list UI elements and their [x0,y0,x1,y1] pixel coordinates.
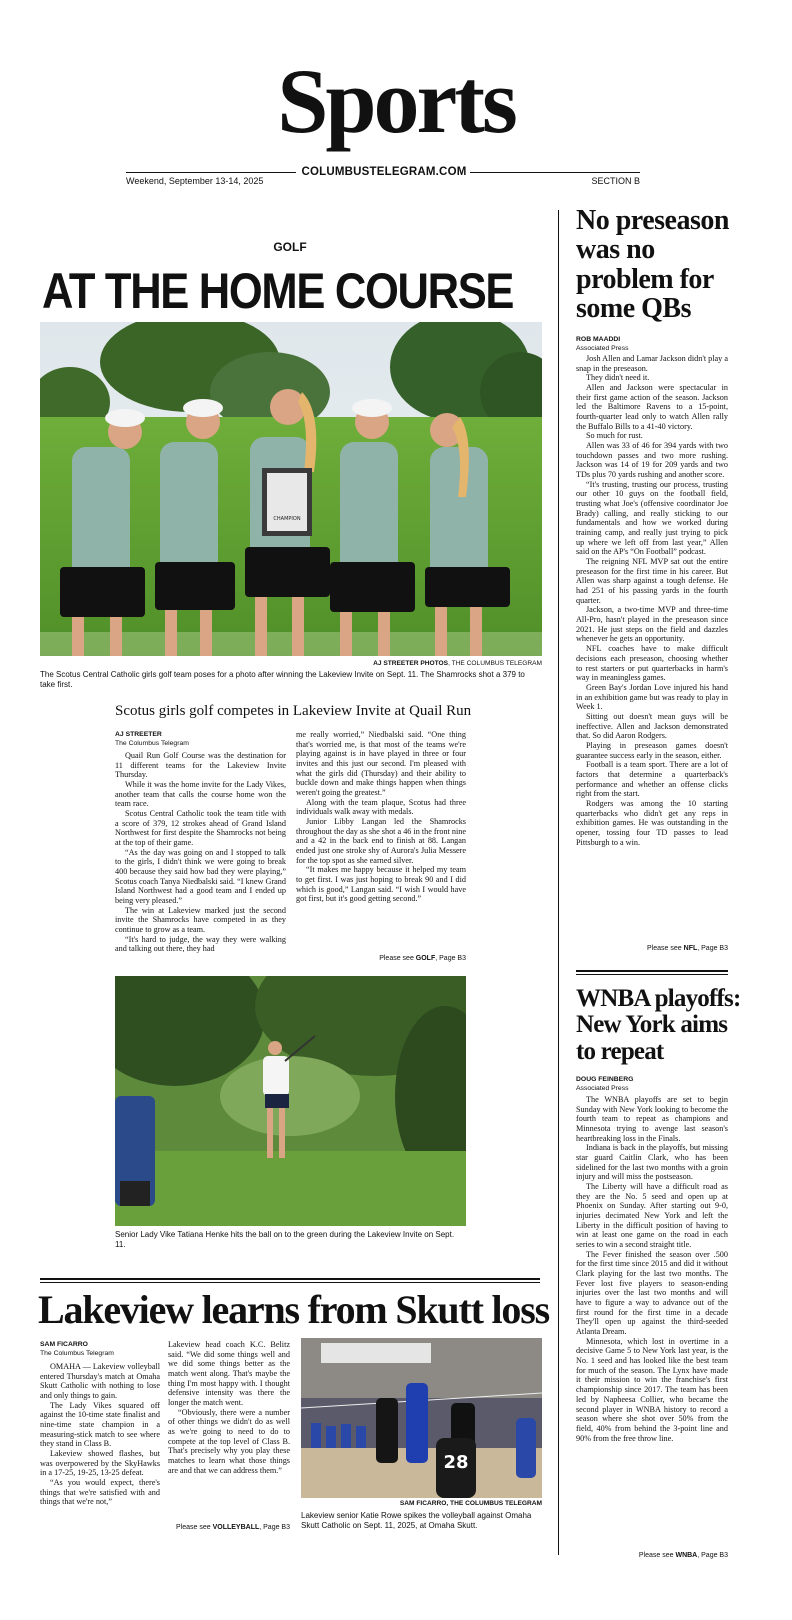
golf-byline-name: AJ STREETER [115,731,162,738]
masthead-title: Sports [277,50,515,152]
nfl-headline: No preseason was no problem for some QBs [576,205,729,325]
nfl-rule-thin [576,974,728,975]
volleyball-byline [40,1340,114,1358]
wnba-byline-org: Associated Press [576,1085,629,1093]
volleyball-photo [301,1338,542,1498]
volleyball-rule [40,1278,540,1280]
paragraph: “As the day was going on and I stopped to talk to the girls, I didn't think we were going to break 400 because they said how bad they were playing,” Scotus coach Tanya Niedbalski said. “I knew Grand Island Northwest had a good team and I ended up being very pleased.” [115,847,286,906]
golf-jump-pre: Please see [379,955,416,962]
nfl-rule [576,970,728,972]
paragraph: Along with the team plaque, Scotus had three individuals walk away with medals. [296,797,466,817]
issue-date: Weekend, September 13-14, 2025 [126,176,264,186]
golf-headline: AT THE HOME COURSE [42,263,514,319]
site-url[interactable]: COLUMBUSTELEGRAM.COM [301,166,467,178]
volleyball-jump-key: VOLLEYBALL [212,1524,260,1531]
paragraph: Junior Libby Langan led the Shamrocks throughout the day as she shot a 46 in the front nine and a 42 in the back end to finish at 88. Langan ended just one stroke shy of Aurora's Julia Messere for the top spot as she earned silver. [296,817,466,865]
masthead-rule-left [126,172,296,173]
golf-jump-key: GOLF [415,955,436,962]
paragraph: Jackson, a two-time MVP and three-time All-Pro, hasn't played in the preseason since 2021. He just steps on the field and dazzles whenever he gets an opportunity. [576,605,728,644]
paragraph: Allen was 33 of 46 for 394 yards with two touchdown passes and two more rushing. Jackson was 14 of 19 for 209 yards and two TDs plus 70 yards rushing and another score. [576,441,728,480]
golf-byline-org: The Columbus Telegram [115,740,189,748]
paragraph: The Liberty will have a difficult road as they are the No. 5 seed and open up at Phoenix on Sunday. After starting out 9-0, injuries decimated New York and left the Liberty in the difficult position of having to win at least one game on the road in each series to win a second straight title. [576,1182,728,1250]
paragraph: “It's trusting, trusting our process, trusting our other 10 guys on the football field, trusting what Joe's (offensive coordinator Joe Brady) calling, and really sticking to our fundamentals and how we worked during training camp, and really just trying to pick up where we left off from last year,” Allen said on the AP's “On Football” podcast. [576,479,728,557]
golf-column-1 [115,751,286,954]
paragraph: “Obviously, there were a number of other things we didn't do as well as we're going to need to do to compete at the top level of Class B. That's precisely why you play these matches to learn what those things are and that we can address them.” [168,1407,290,1475]
volleyball-cutline: Lakeview senior Katie Rowe spikes the volleyball against Omaha Skutt Catholic on Sept. 11, 2025, at Omaha Skutt. [301,1511,532,1530]
paragraph: The Lady Vikes squared off against the 10-time state finalist and nine-time state champion in a measuring-stick match to see where they stand in Class B. [40,1400,160,1449]
jersey-number: 28 [443,1452,469,1473]
paragraph: So much for rust. [586,431,643,441]
volleyball-column-2 [168,1340,290,1475]
nfl-jump[interactable] [576,945,728,952]
paragraph: Indiana is back in the playoffs, but missing star guard Caitlin Clark, who has been sidelined for the last two months with a groin injury and will miss the postseason. [576,1143,728,1182]
golf-cutline-2: Senior Lady Vike Tatiana Henke hits the ball on to the green during the Lakeview Invite on Sept. 11. [115,1230,455,1249]
golfer-swing-photo [115,976,466,1226]
nfl-byline-org: Associated Press [576,345,629,353]
wnba-byline-name: DOUG FEINBERG [576,1076,634,1083]
paragraph: The reigning NFL MVP sat out the entire preseason for the first time in his career. But Allen was sharp against a tough defense. He had 251 of his passing yards in the fourth quarter. [576,557,728,605]
volleyball-photo-credit: SAM FICARRO, THE COLUMBUS TELEGRAM [399,1500,542,1507]
paragraph: Lakeview head coach K.C. Belitz said. “We did some things well and we did some things better as the match went along. That's maybe the thing I'm most happy with. I thought defensive intensity was there the longer the match went. [168,1340,290,1408]
nfl-byline-name: ROB MAADDI [576,336,621,343]
volleyball-rule-thin [40,1282,540,1283]
golf-jump-post: , Page B3 [435,955,466,962]
wnba-jump-key: WNBA [675,1552,698,1559]
wnba-body [576,1095,728,1443]
section-label: SECTION B [591,176,640,186]
paragraph: Scotus Central Catholic took the team title with a score of 379, 12 strokes ahead of Grand Island Northwest for first despite the Shamrocks not being at the top of their game. [115,809,286,848]
paragraph: Football is a team sport. There are a lot of factors that determine a quarterback's performance and whether an offense clicks right from the start. [576,760,728,799]
paragraph: me really worried,” Niedbalski said. “One thing that's worried me, is that most of the teams we're playing against is in have played in three or four invites and this just our second. I'm pleased with what the girls did (Thursday) and their ability to buckle down and make things happen when things weren't going the greatest.” [296,730,466,798]
nfl-jump-key: NFL [683,945,698,952]
golf-photo-credit [40,660,542,667]
volleyball-jump[interactable] [168,1524,290,1531]
paragraph: Allen and Jackson were spectacular in their first game action of the season. Jackson led the Baltimore Ravens to a 15-point, fourth-quarter lead only to watch Allen rally the Buffalo Bills to a 41-40 victory. [576,383,728,431]
paragraph: The win at Lakeview marked just the second invite the Shamrocks have competed in as they continue to grow as a team. [115,905,286,935]
paragraph: Playing in preseason games doesn't guarantee success early in the season, either. [576,740,728,760]
paragraph: Lakeview showed flashes, but was overpowered by the SkyHawks in a 17-25, 19-25, 13-25 defeat. [40,1449,160,1478]
golf-byline [115,730,189,748]
volleyball-jump-pre: Please see [175,1524,213,1531]
wnba-byline [576,1075,633,1093]
golf-kicker: GOLF [273,240,307,254]
wnba-jump-pre: Please see [638,1552,676,1559]
wnba-jump[interactable] [576,1552,728,1559]
paragraph: NFL coaches have to make difficult decisions each preseason, choosing whether to rest starters or put quarterbacks in harm's way in meaningless games. [576,644,728,683]
wnba-jump-post: , Page B3 [697,1552,728,1559]
paragraph: “It's hard to judge, the way they were walking and talking out there, they had [115,934,286,954]
masthead-rule-right [470,172,640,173]
paragraph: OMAHA — Lakeview volleyball entered Thursday's match at Omaha Skutt Catholic with nothing to lose and only things to gain. [40,1362,160,1401]
nfl-body [576,354,728,847]
paragraph: Minnesota, which lost in overtime in a decisive Game 5 to New York last year, is the No. 1 seed and has looked like the best team for much of the season. The Lynx have made it their mission to win the franchise's first championship since 2017. The team has been led by Napheesa Collier, who became the second player in WNBA history to record a season where she shot over 50% from the field, 40% from behind the 3-point line and 90% from the free throw line. [576,1336,728,1443]
golf-credit-org: , THE COLUMBUS TELEGRAM [448,660,542,667]
paragraph: Sitting out doesn't mean guys will be ineffective. Allen and Jackson demonstrated that. So did Aaron Rodgers. [576,711,728,741]
golf-credit-name: AJ STREETER PHOTOS [373,660,449,667]
volleyball-byline-org: The Columbus Telegram [40,1350,114,1358]
paragraph: Rodgers was among the 10 starting quarterbacks who didn't get any reps in exhibition games. He was outstanding in the opener, tossing four TD passes to lead Pittsburgh to a win. [576,798,728,847]
paragraph: “As you would expect, there's things that we're satisfied with and things that we're not,” [40,1478,160,1507]
volleyball-headline: Lakeview learns from Skutt loss [38,1287,549,1332]
paragraph: The WNBA playoffs are set to begin Sunday with New York looking to become the fourth team to repeat as champions and Minnesota trying to avenge last season's heartbreaking loss in the Finals. [576,1095,728,1143]
paragraph: Josh Allen and Lamar Jackson didn't play a snap in the preseason. [576,354,728,373]
paragraph: While it was the home invite for the Lady Vikes, another team that calls the course home won the team race. [115,780,286,809]
volleyball-jump-post: , Page B3 [259,1524,290,1531]
golf-column-2 [296,730,466,904]
paragraph: “It makes me happy because it helped my team to get first. I was just hoping to break 90 and I did which is good,” Langan said. “I wish I would have got first, but it's good getting second.” [296,865,466,904]
nfl-jump-post: , Page B3 [697,945,728,952]
volleyball-byline-name: SAM FICARRO [40,1341,88,1348]
plaque-text: CHAMPION [273,516,301,522]
golf-jump[interactable] [296,955,466,962]
wnba-headline: WNBA playoffs: New York aims to repeat [576,985,741,1065]
volleyball-column-1 [40,1362,160,1507]
nfl-byline [576,335,629,353]
paragraph: The Fever finished the season over .500 for the first time since 2015 and did it without Clark playing for the last two months. The Fever lost five players to season-ending injuries over the last two months and will have to figure a way to advance out of the first round for the first time in a decade They'll open up against the third-seeded Atlanta Dream. [576,1249,728,1337]
golf-team-photo [40,322,542,656]
column-divider [558,210,559,1555]
golf-cutline: The Scotus Central Catholic girls golf team poses for a photo after winning the Lakeview Invite on Sept. 11. The Shamrocks shot a 379 to take first. [40,670,525,689]
paragraph: Green Bay's Jordan Love injured his hand in an exhibition game but was ready to play in Week 1. [576,682,728,712]
paragraph: Quail Run Golf Course was the destination for 11 different teams for the Lakeview Invite Thursday. [115,751,286,780]
nfl-jump-pre: Please see [647,945,684,952]
golf-deck: Scotus girls golf competes in Lakeview Invite at Quail Run [115,703,472,719]
paragraph: They didn't need it. [586,373,650,383]
